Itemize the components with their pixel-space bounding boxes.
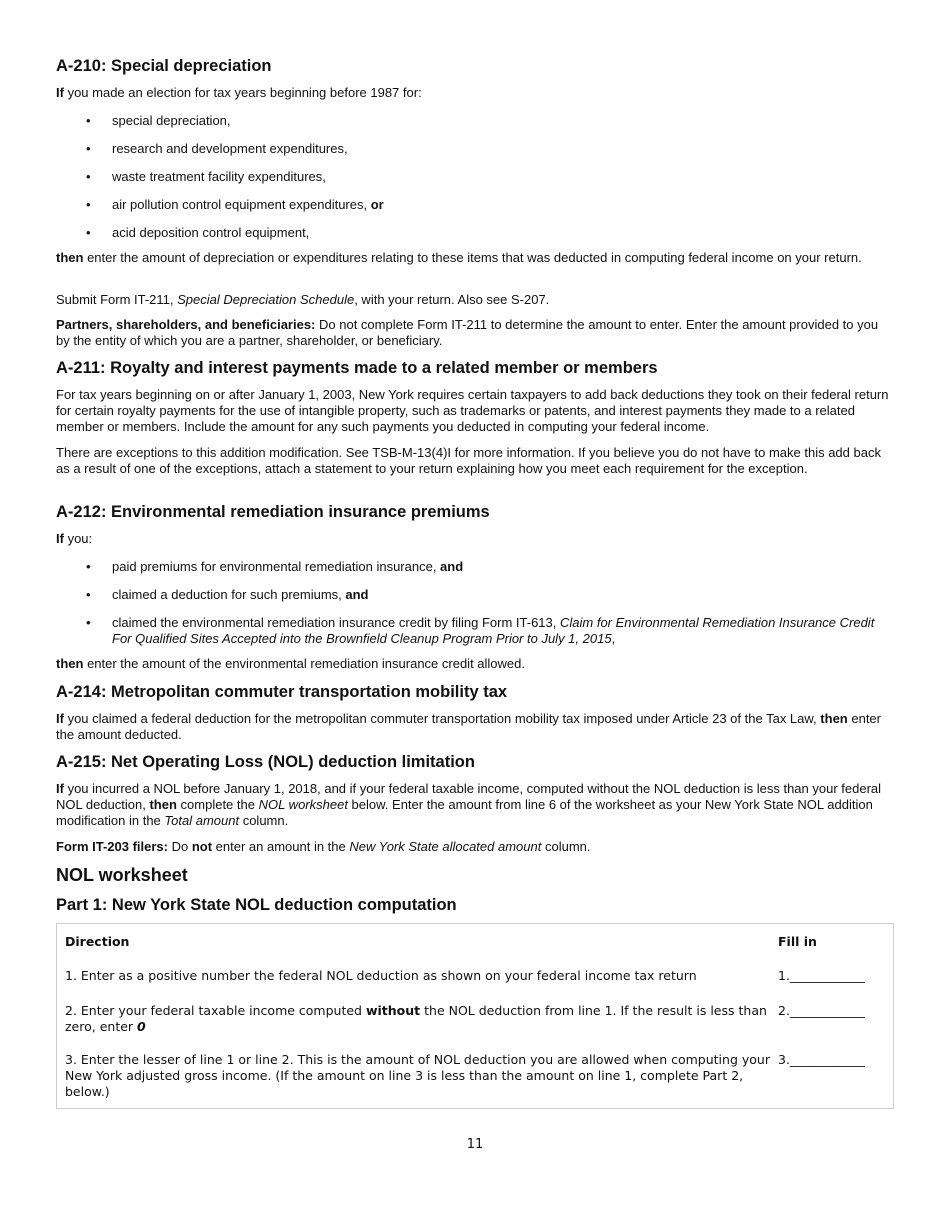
a211-para1: For tax years beginning on or after January 1, 2003, New York requires certain taxpayers to add back deductions they took on their federal return for certain royalty payments for the use of intangible property, such as trademarks or patents, and interest payments they made to a related member or members. Include the amount for any such payments you deducted in computing your federal income. — [56, 387, 889, 434]
line2-direction: 2. Enter your federal taxable income computed without the NOL deduction from line 1. If the result is less than zero, enter 0 — [65, 1003, 767, 1034]
bullet-item: • claimed the environmental remediation insurance credit by filing Form IT-613, Claim for Environmental Remediation Insurance Credit For Qualified Sites Accepted into the Brownfield Cleanup Program Prior to July 1, 2015, — [86, 615, 875, 646]
line3-fill-field[interactable]: 3.____________ — [778, 1052, 865, 1067]
a210-then: then enter the amount of depreciation or expenditures relating to these items that was deducted in computing federal income on your return. — [56, 250, 862, 265]
bullet-item: • research and development expenditures, — [86, 141, 348, 156]
a210-intro: If you made an election for tax years beginning before 1987 for: — [56, 85, 422, 100]
line1-direction: 1. Enter as a positive number the federal NOL deduction as shown on your federal income tax return — [65, 968, 697, 983]
bullet-item: • waste treatment facility expenditures, — [86, 169, 326, 184]
a212-then: then enter the amount of the environmental remediation insurance credit allowed. — [56, 656, 525, 671]
a212-if: If you: — [56, 531, 93, 546]
heading-a215: A-215: Net Operating Loss (NOL) deduction limitation — [56, 753, 475, 771]
table-row — [57, 1049, 894, 1109]
a210-partners: Partners, shareholders, and beneficiaries: Do not complete Form IT-211 to determine the amount to enter. Enter the amount provided to you by the entity of which you are a partner, shareholder, or beneficiary. — [56, 317, 879, 348]
a214-text: If you claimed a federal deduction for the metropolitan commuter transportation mobility tax imposed under Article 23 of the Tax Law, then enter the amount deducted. — [56, 711, 881, 742]
a215-text: If you incurred a NOL before January 1, 2018, and if your federal taxable income, computed without the NOL deduction is less than your federal NOL deduction, then complete the NOL worksheet below. Enter the amount from line 6 of the worksheet as your New York State NOL addition modification in the Total amount column. — [56, 781, 882, 828]
line1-fill-field[interactable]: 1.____________ — [778, 968, 865, 983]
col-direction: Direction — [65, 934, 130, 949]
heading-a212: A-212: Environmental remediation insurance premiums — [56, 503, 490, 521]
bullet-item: • air pollution control equipment expenditures, or — [86, 197, 384, 212]
worksheet-title: NOL worksheet — [56, 865, 188, 885]
table-header-row — [57, 924, 894, 966]
line2-fill-field[interactable]: 2.____________ — [778, 1003, 865, 1018]
bullet-item: • special depreciation, — [86, 113, 231, 128]
a215-form-note: Form IT-203 filers: Do not enter an amount in the New York State allocated amount column. — [56, 839, 591, 854]
table-row — [57, 965, 894, 1000]
line3-direction: 3. Enter the lesser of line 1 or line 2. This is the amount of NOL deduction you are allowed when computing your New York adjusted gross income. (If the amount on line 3 is less than the amount on line 1, complete Part 2, below.) — [65, 1052, 770, 1099]
bullet-item: • claimed a deduction for such premiums, and — [86, 587, 369, 602]
table-row — [57, 1000, 894, 1049]
heading-a211: A-211: Royalty and interest payments made to a related member or members — [56, 359, 658, 377]
a211-para2: There are exceptions to this addition modification. See TSB-M-13(4)I for more information. If you believe you do not have to make this add back as a result of one of the exceptions, attach a statement to your return explaining how you meet each requirement for the exception. — [56, 445, 881, 476]
worksheet-part1-title: Part 1: New York State NOL deduction computation — [56, 896, 457, 914]
bullet-item: • paid premiums for environmental remediation insurance, and — [86, 559, 464, 574]
col-fill-in: Fill in — [778, 934, 817, 949]
nol-worksheet-table — [56, 923, 894, 1109]
heading-a210: A-210: Special depreciation — [56, 57, 272, 75]
a210-submit: Submit Form IT-211, Special Depreciation Schedule, with your return. Also see S-207. — [56, 292, 550, 307]
heading-a214: A-214: Metropolitan commuter transportation mobility tax — [56, 683, 508, 701]
bullet-item: • acid deposition control equipment, — [86, 225, 310, 240]
page-number: 11 — [466, 1137, 484, 1152]
